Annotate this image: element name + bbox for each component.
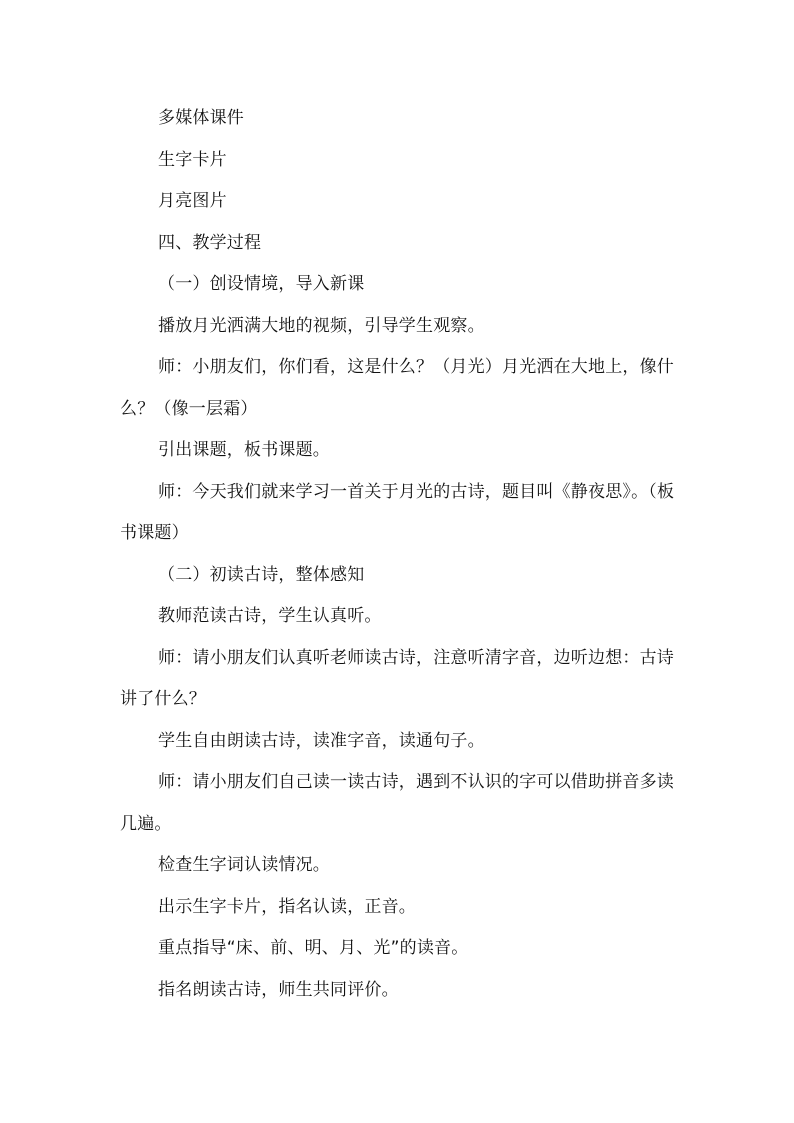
paragraph-show-cards: 出示生字卡片，指名认读，正音。 bbox=[158, 896, 416, 917]
paragraph-teacher-self-reading: 师：请小朋友们自己读一读古诗，遇到不认识的字可以借助拼音多读几遍。 bbox=[120, 772, 674, 834]
paragraph-materials-cards: 生字卡片 bbox=[158, 149, 227, 170]
paragraph-students-free-reading: 学生自由朗读古诗，读准字音，读通句子。 bbox=[158, 730, 485, 751]
subsection-heading-introduction: （一）创设情境，导入新课 bbox=[158, 274, 365, 294]
subsection-heading-first-reading: （二）初读古诗，整体感知 bbox=[158, 564, 365, 585]
paragraph-teacher-model-reading: 教师范读古诗，学生认真听。 bbox=[158, 606, 382, 626]
paragraph-teacher-question-moonlight: 师：小朋友们，你们看，这是什么？（月光）月光洒在大地上，像什么？（像一层霜） bbox=[120, 357, 674, 419]
paragraph-play-video: 播放月光洒满大地的视频，引导学生观察。 bbox=[158, 315, 485, 336]
paragraph-check-vocabulary: 检查生字词认读情况。 bbox=[158, 855, 330, 875]
paragraph-introduce-title: 引出课题，板书课题。 bbox=[158, 440, 330, 460]
paragraph-read-and-evaluate: 指名朗读古诗，师生共同评价。 bbox=[158, 979, 399, 1000]
paragraph-teacher-poem-title: 师：今天我们就来学习一首关于月光的古诗，题目叫《静夜思》。（板书课题） bbox=[120, 481, 675, 543]
paragraph-teacher-listen-instruction: 师：请小朋友们认真听老师读古诗，注意听清字音，边听边想：古诗讲了什么？ bbox=[120, 647, 674, 709]
section-heading-teaching-process: 四、教学过程 bbox=[158, 232, 262, 253]
paragraph-pronunciation-focus: 重点指导“床、前、明、月、光”的读音。 bbox=[158, 938, 469, 958]
paragraph-materials-multimedia: 多媒体课件 bbox=[158, 108, 244, 128]
document-body bbox=[120, 98, 680, 1011]
paragraph-materials-moon-picture: 月亮图片 bbox=[158, 191, 227, 211]
